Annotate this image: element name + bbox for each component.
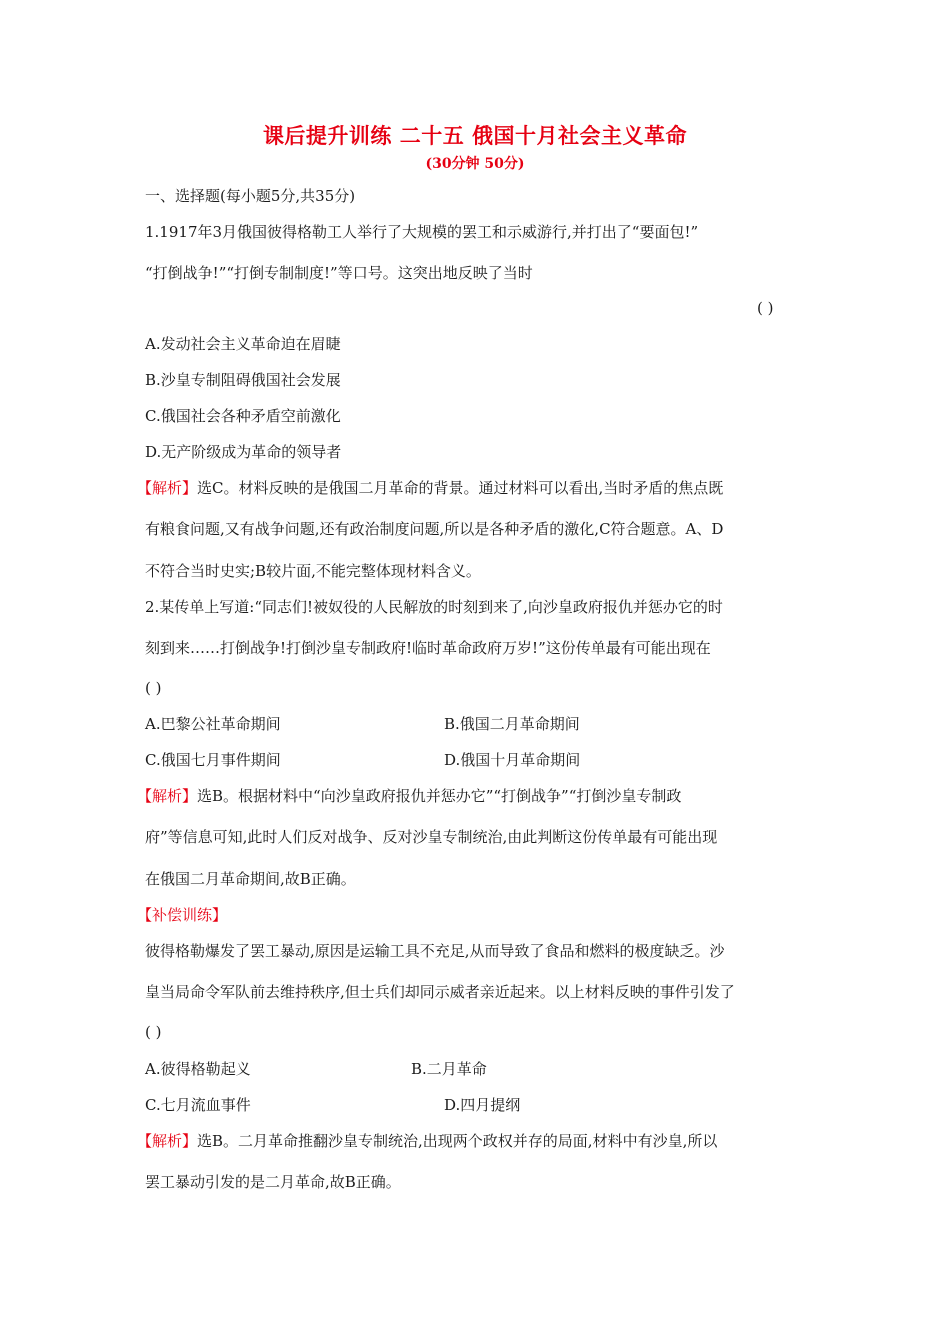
q1-analysis-text: 选C。材料反映的是俄国二月革命的背景。通过材料可以看出,当时矛盾的焦点既 [197, 479, 724, 497]
q1-option-d: D.无产阶级成为革命的领导者 [145, 443, 342, 461]
q1-stem-line1: 1.1917年3月俄国彼得格勒工人举行了大规模的罢工和示威游行,并打出了“要面包!” [145, 223, 699, 241]
supplement-option-c: C.七月流血事件 [145, 1096, 251, 1114]
q2-answer-paren: ( ) [145, 679, 162, 697]
q2-option-a: A.巴黎公社革命期间 [145, 715, 281, 733]
q2-option-d: D.俄国十月革命期间 [444, 751, 581, 769]
section-heading: 一、选择题(每小题5分,共35分) [145, 187, 356, 205]
q2-option-c: C.俄国七月事件期间 [145, 751, 281, 769]
supplement-analysis-line2: 罢工暴动引发的是二月革命,故B正确。 [145, 1173, 401, 1191]
q2-analysis-line2: 府”等信息可知,此时人们反对战争、反对沙皇专制统治,由此判断这份传单最有可能出现 [145, 828, 718, 846]
supplement-stem-line2: 皇当局命令军队前去维持秩序,但士兵们却同示威者亲近起来。以上材料反映的事件引发了 [145, 983, 735, 1001]
supplement-heading: 【补偿训练】 [137, 906, 228, 924]
q2-stem-line1: 2.某传单上写道:“同志们!被奴役的人民解放的时刻到来了,向沙皇政府报仇并惩办它的时 [145, 598, 723, 616]
q2-analysis-tag: 【解析】 [137, 787, 198, 805]
q2-stem-line2: 刻到来……打倒战争!打倒沙皇专制政府!临时革命政府万岁!”这份传单最有可能出现在 [145, 639, 711, 657]
q1-stem-line2: “打倒战争!”“打倒专制制度!”等口号。这突出地反映了当时 [145, 264, 533, 282]
q1-answer-paren: ( ) [757, 299, 774, 317]
supplement-option-a: A.彼得格勒起义 [145, 1060, 251, 1078]
supplement-analysis-text: 选B。二月革命推翻沙皇专制统治,出现两个政权并存的局面,材料中有沙皇,所以 [197, 1132, 718, 1150]
page-subtitle: (30分钟 50分) [425, 156, 525, 172]
q1-option-c: C.俄国社会各种矛盾空前激化 [145, 407, 341, 425]
q1-analysis-line3: 不符合当时史实;B较片面,不能完整体现材料含义。 [145, 562, 481, 580]
q1-analysis-line2: 有粮食问题,又有战争问题,还有政治制度问题,所以是各种矛盾的激化,C符合题意。A、D [145, 520, 724, 538]
q2-option-b: B.俄国二月革命期间 [444, 715, 580, 733]
q2-analysis-line3: 在俄国二月革命期间,故B正确。 [145, 870, 356, 888]
q2-analysis-text: 选B。根据材料中“向沙皇政府报仇并惩办它”“打倒战争”“打倒沙皇专制政 [197, 787, 682, 805]
page-title: 课后提升训练 二十五 俄国十月社会主义革命 [262, 123, 688, 148]
q1-option-b: B.沙皇专制阻碍俄国社会发展 [145, 371, 341, 389]
q1-analysis-line1 [137, 478, 723, 498]
supplement-analysis-line1 [137, 1131, 717, 1151]
q1-analysis-tag: 【解析】 [137, 479, 198, 497]
supplement-option-d: D.四月提纲 [444, 1096, 521, 1114]
supplement-analysis-tag: 【解析】 [137, 1132, 198, 1150]
supplement-answer-paren: ( ) [145, 1023, 162, 1041]
q1-option-a: A.发动社会主义革命迫在眉睫 [145, 335, 341, 353]
q2-analysis-line1 [137, 786, 681, 806]
supplement-option-b: B.二月革命 [411, 1060, 487, 1078]
supplement-stem-line1: 彼得格勒爆发了罢工暴动,原因是运输工具不充足,从而导致了食品和燃料的极度缺乏。沙 [145, 942, 725, 960]
